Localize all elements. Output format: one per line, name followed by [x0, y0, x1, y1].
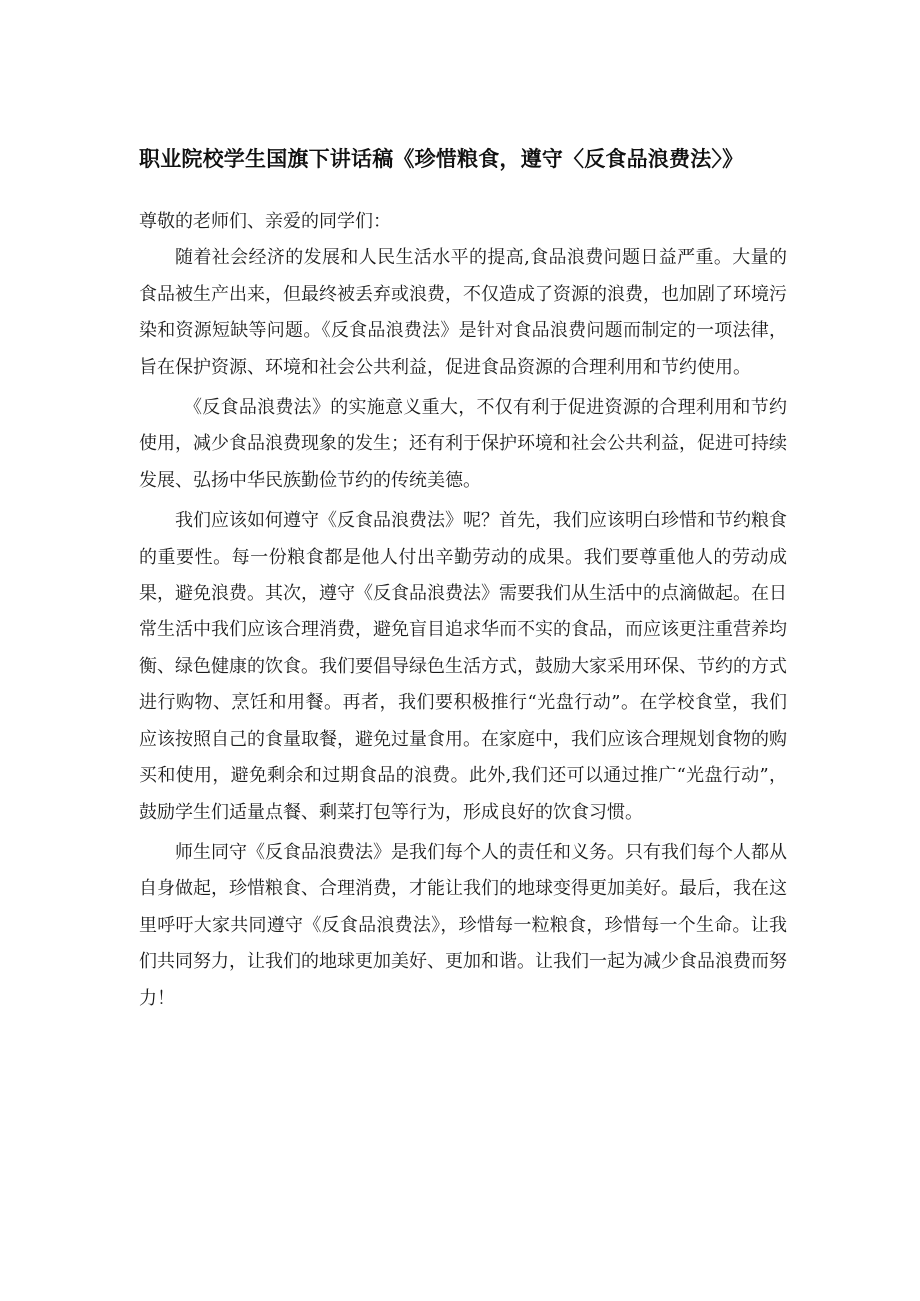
paragraph-1: 随着社会经济的发展和人民生活水平的提高,食品浪费问题日益严重。大量的食品被生产出来，但最终被丢弃或浪费，不仅造成了资源的浪费，也加剧了环境污染和资源短缺等问题。《反食品浪费法》是针对食品浪费问题而制定的一项法律，旨在保护资源、环境和社会公共利益，促进食品资源的合理利用和节约使用。 [139, 247, 787, 378]
document-title: 职业院校学生国旗下讲话稿《珍惜粮食，遵守〈反食品浪费法〉》 [139, 147, 744, 171]
paragraph-3: 我们应该如何遵守《反食品浪费法》呢？首先，我们应该明白珍惜和节约粮食的重要性。每一份粮食都是他人付出辛勤劳动的成果。我们要尊重他人的劳动成果，避免浪费。其次，遵守《反食品浪费法》需要我们从生活中的点滴做起。在日常生活中我们应该合理消费，避免盲目追求华而不实的食品，而应该更注重营养均衡、绿色健康的饮食。我们要倡导绿色生活方式，鼓励大家采用环保、节约的方式进行购物、烹饪和用餐。再者，我们要积极推行“光盘行动”。在学校食堂，我们应该按照自己的食量取餐，避免过量食用。在家庭中，我们应该合理规划食物的购买和使用，避免剩余和过期食品的浪费。此外,我们还可以通过推广“光盘行动”，鼓励学生们适量点餐、剩菜打包等行为，形成良好的饮食习惯。 [139, 510, 787, 823]
salutation: 尊敬的老师们、亲爱的同学们： [139, 211, 391, 232]
paragraph-4: 师生同守《反食品浪费法》是我们每个人的责任和义务。只有我们每个人都从自身做起，珍惜粮食、合理消费，才能让我们的地球变得更加美好。最后，我在这里呼吁大家共同遵守《反食品浪费法》，珍惜每一粒粮食，珍惜每一个生命。让我们共同努力，让我们的地球更加美好、更加和谐。让我们一起为减少食品浪费而努力！ [139, 841, 787, 1009]
paragraph-2: 《反食品浪费法》的实施意义重大，不仅有利于促进资源的合理利用和节约使用，减少食品浪费现象的发生；还有利于保护环境和社会公共利益，促进可持续发展、弘扬中华民族勤俭节约的传统美德。 [139, 397, 787, 491]
document-body [139, 204, 787, 1017]
